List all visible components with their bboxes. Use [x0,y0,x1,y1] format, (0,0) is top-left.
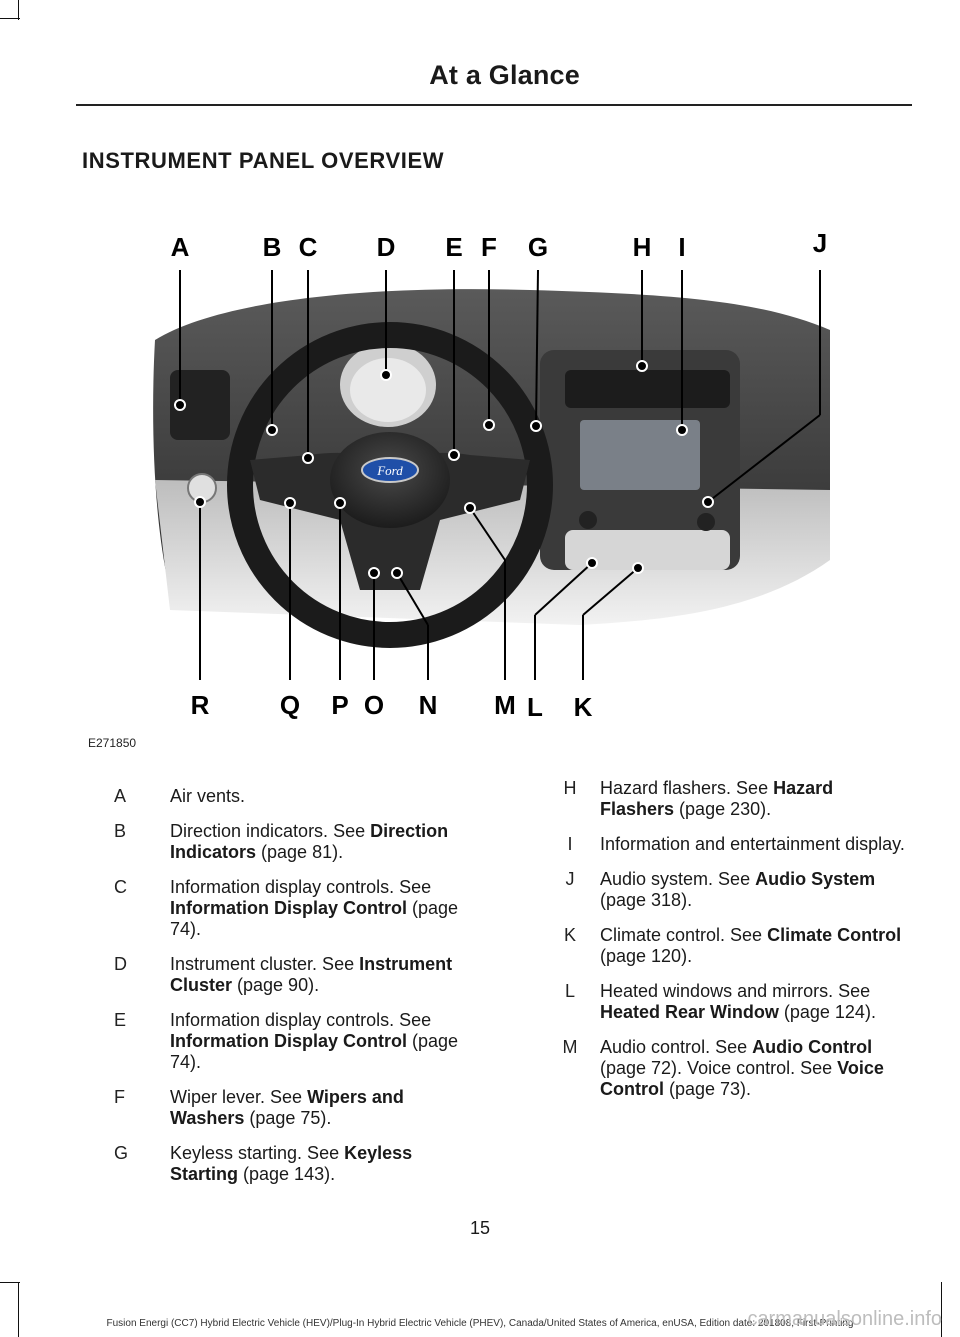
callout-n: N [418,690,438,720]
legend-page-ref: (page 72). Voice control. See [600,1058,838,1078]
legend-right [540,778,910,1114]
legend-link[interactable]: Heated Rear Window [600,1002,779,1022]
legend-letter: J [565,869,575,889]
legend-text: Air vents. [170,786,246,806]
callout-f: F [481,232,497,262]
instrument-panel-figure [110,230,840,725]
legend-text: Information display controls. See [170,1010,432,1030]
legend-link[interactable]: Information Display Control [170,898,408,918]
legend-page-ref: (page 230). [674,799,772,819]
crop-mark [0,18,20,19]
legend-text: Hazard flashers. See [600,778,774,798]
legend-letter: C [114,877,127,897]
section-title: INSTRUMENT PANEL OVERVIEW [82,148,445,173]
legend-text: Climate control. See [600,925,768,945]
legend-page-ref: (page 75). [244,1108,332,1128]
callout-b: B [262,232,282,262]
callout-q: Q [279,690,301,720]
callout-g: G [527,232,549,262]
callout-h: H [632,232,652,262]
legend-letter: E [114,1010,127,1030]
callout-a: A [170,232,190,262]
page-footer: Fusion Energi (CC7) Hybrid Electric Vehicle (HEV)/Plug-In Hybrid Electric Vehicle (PHEV), Canada/United States of America, enUSA, Edition date: 201808, First-Printing [106,1318,854,1329]
legend-text: Instrument cluster. See [170,954,360,974]
legend-link[interactable]: Direction Indicators [170,821,449,862]
legend-letter: F [114,1087,125,1107]
legend-link[interactable]: Wipers and Washers [170,1087,404,1128]
knob-right [697,513,715,531]
legend-page-ref: (page 124). [778,1002,876,1022]
legend-item [114,786,474,807]
knob-left [579,511,597,529]
legend-page-ref: (page 74). [170,1031,459,1072]
legend-link[interactable]: Audio Control [752,1037,873,1057]
legend-item [114,1010,474,1073]
legend-letter: G [114,1143,129,1163]
legend-text: Audio system. See [600,869,756,889]
legend-text: Wiper lever. See [170,1087,308,1107]
legend-letter: D [114,954,127,974]
legend-item [540,925,910,967]
crop-mark [0,1282,20,1283]
legend-page-ref: (page 120). [600,946,693,966]
legend-item [540,981,910,1023]
legend-text: Keyless starting. See [170,1143,345,1163]
callout-p: P [331,690,349,720]
legend-link[interactable]: Hazard Flashers [600,778,834,819]
legend-page-ref: (page 74). [170,898,459,939]
legend-item [540,1037,910,1100]
watermark: carmanualsonline.info [747,1308,942,1330]
legend-letter: I [567,834,573,854]
legend-left [114,786,474,1199]
legend-item [114,821,474,863]
legend-item [540,778,910,820]
legend-page-ref: (page 73). [663,1079,752,1099]
legend-item [540,834,910,855]
legend-text: Audio control. See [600,1037,753,1057]
vent-center [565,370,730,408]
callout-e: E [445,232,463,262]
callout-m: M [494,690,516,720]
callout-l: L [527,692,543,722]
callout-c: C [298,232,318,262]
cluster-face [350,358,426,422]
page-header-title: At a Glance [429,60,580,90]
legend-page-ref: (page 143). [238,1164,336,1184]
legend-page-ref: (page 318). [600,890,693,910]
legend-letter: L [564,981,575,1001]
callout-k: K [573,692,593,722]
legend-page-ref: (page 90). [232,975,320,995]
page-number: 15 [469,1218,491,1238]
callout-o: O [363,690,385,720]
legend-letter: A [114,786,127,806]
legend-text: Information display controls. See [170,877,432,897]
legend-text: Direction indicators. See [170,821,371,841]
legend-item [114,1143,474,1185]
legend-link[interactable]: Voice Control [600,1058,884,1099]
figure-id: E271850 [88,736,137,750]
legend-page-ref: (page 81). [256,842,344,862]
legend-letter: K [563,925,576,945]
legend-link[interactable]: Instrument Cluster [170,954,453,995]
legend-letter: B [114,821,127,841]
legend-letter: H [563,778,577,798]
legend-item [114,1087,474,1129]
legend-letter: M [562,1037,578,1057]
ford-badge-text: Ford [377,463,403,478]
legend-item [540,869,910,911]
legend-link[interactable]: Keyless Starting [170,1143,413,1184]
callout-j: J [812,230,828,258]
crop-mark [18,0,19,20]
legend-text: Information and entertainment display. [600,834,905,854]
legend-text: Heated windows and mirrors. See [600,981,871,1001]
legend-item [114,954,474,996]
callout-i: I [678,232,686,262]
legend-link[interactable]: Audio System [755,869,876,889]
callout-d: D [376,232,396,262]
header-divider [76,104,912,106]
legend-link[interactable]: Information Display Control [170,1031,408,1051]
legend-link[interactable]: Climate Control [767,925,902,945]
callout-r: R [190,690,210,720]
legend-item [114,877,474,940]
